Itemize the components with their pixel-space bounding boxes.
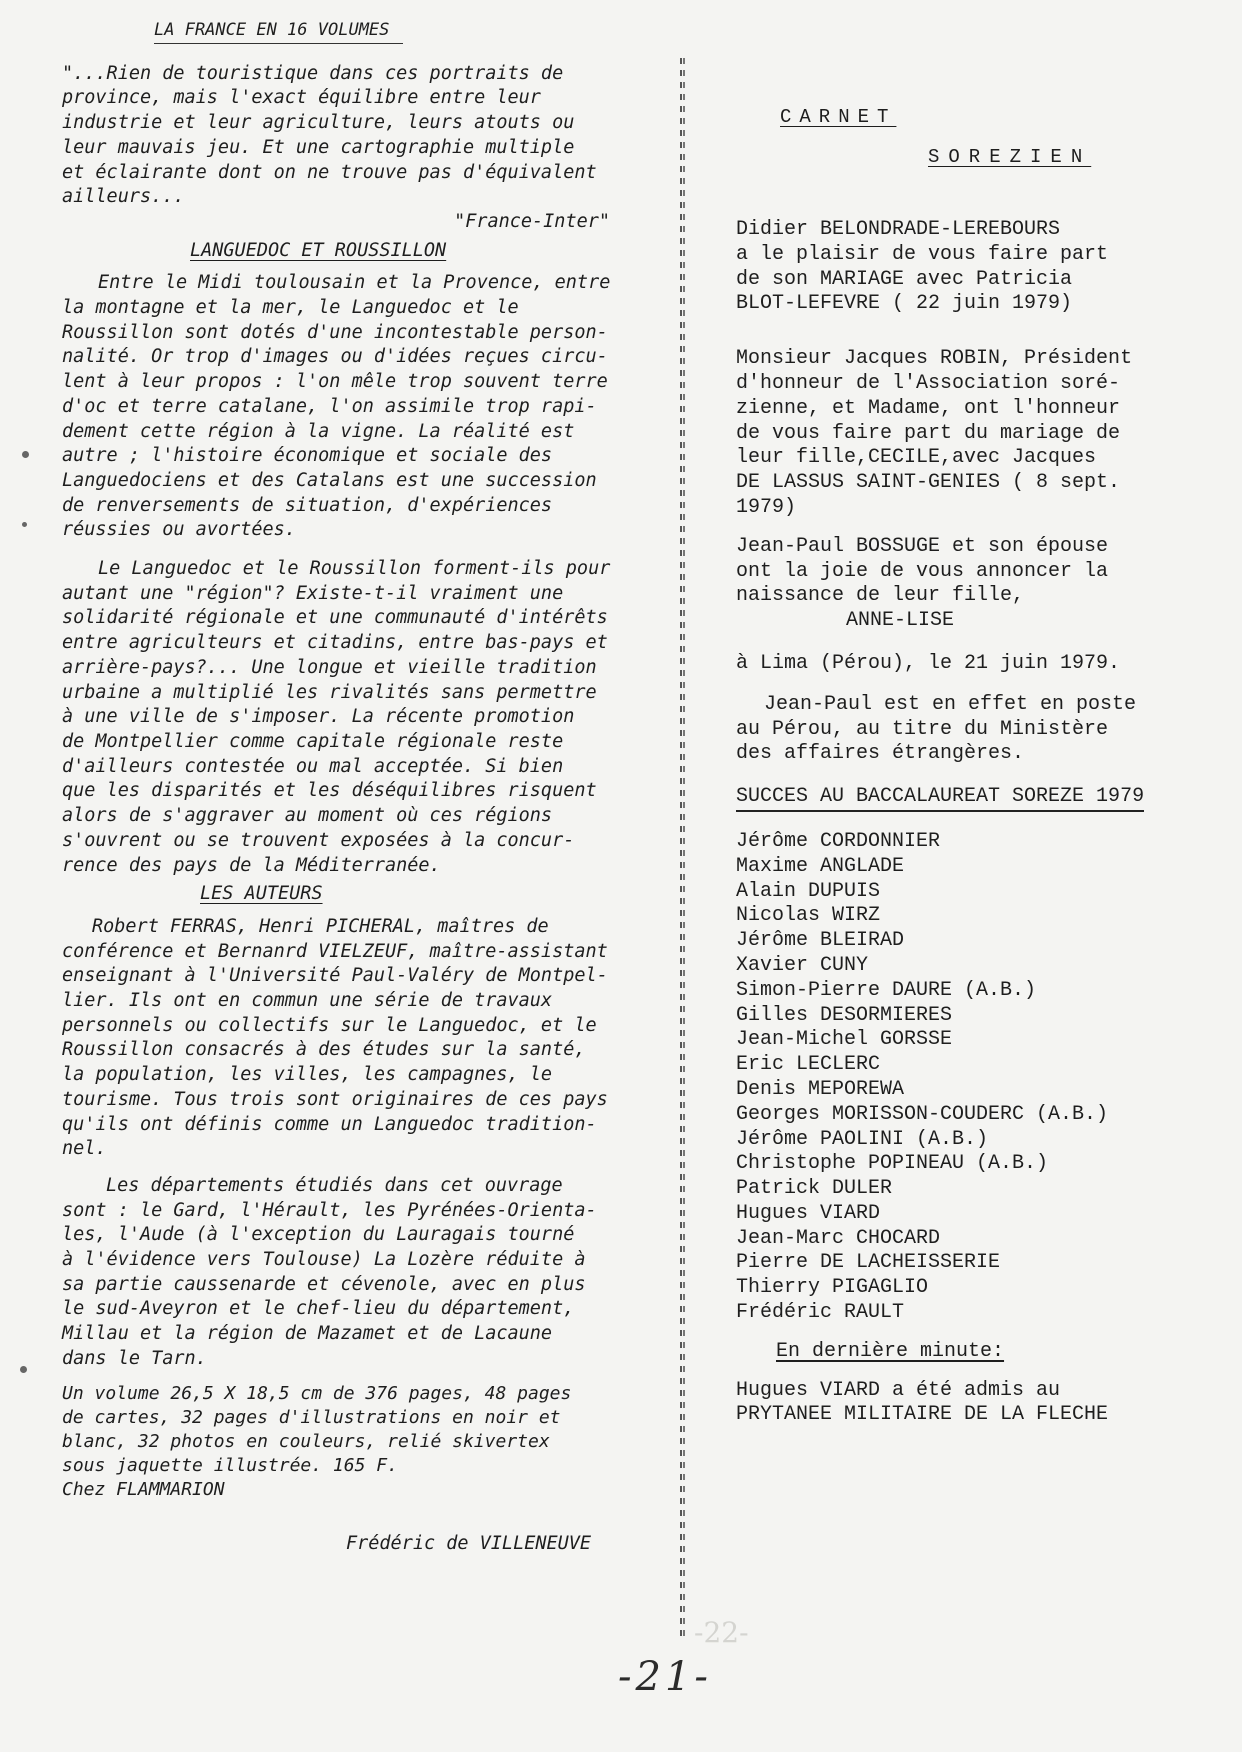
list-item: Frédéric RAULT xyxy=(736,1301,905,1325)
text-line: Languedociens et des Catalans est une succession xyxy=(62,469,597,491)
paragraph-departements xyxy=(62,1174,684,1372)
text-line: réussies ou avortées. xyxy=(62,519,296,541)
text-line: au Pérou, au titre du Ministère xyxy=(736,717,1109,741)
text-line: d'ailleurs contestée ou mal acceptée. Si bien xyxy=(62,755,564,777)
punch-hole-mark xyxy=(20,1366,27,1373)
text-line: sa partie caussenarde et cévenole, avec en plus xyxy=(62,1273,586,1295)
text-line: alors de s'aggraver au moment où ces régions xyxy=(62,805,553,827)
text-line: ailleurs... xyxy=(62,186,185,208)
text-line: d'oc et terre catalane, l'on assimile trop rapi- xyxy=(62,395,597,417)
text-line: Robert FERRAS, Henri PICHERAL, maîtres de xyxy=(92,915,549,937)
quote-source: "France-Inter" xyxy=(454,210,610,232)
text-line: qu'ils ont définis comme un Languedoc tradition- xyxy=(62,1113,597,1135)
announcement-birth-bossuge xyxy=(736,535,1206,677)
announcement-wedding-belondrade xyxy=(736,218,1206,317)
text-line: entre agriculteurs et citadins, entre bas-pays et xyxy=(62,632,608,654)
text-line: arrière-pays?... Une longue et vieille tradition xyxy=(62,656,597,678)
text-line: Un volume 26,5 X 18,5 cm de 376 pages, 48 pages xyxy=(62,1382,572,1404)
text-line: s'ouvrent ou se trouvent exposées à la concur- xyxy=(62,829,575,851)
text-line: enseignant à l'Université Paul-Valéry de Montpel- xyxy=(62,965,608,987)
list-item: Patrick DULER xyxy=(736,1177,893,1201)
list-item: Christophe POPINEAU (A.B.) xyxy=(736,1152,1049,1176)
paragraph-intro xyxy=(62,271,684,543)
birth-place-date: à Lima (Pérou), le 21 juin 1979. xyxy=(736,651,1121,675)
text-line: leur fille,CECILE,avec Jacques xyxy=(736,446,1097,470)
text-line: personnels ou collectifs sur le Languedoc, et le xyxy=(62,1014,597,1036)
text-line: urbaine a multiplié les rivalités sans permettre xyxy=(62,681,597,703)
text-line: le sud-Aveyron et le chef-lieu du département, xyxy=(62,1298,575,1320)
text-line: Chez FLAMMARION xyxy=(62,1478,225,1500)
text-line: leur mauvais jeu. Et une cartographie multiple xyxy=(62,136,575,158)
text-line: autre ; l'histoire économique et sociale des xyxy=(62,445,553,467)
text-line: et éclairante dont on ne trouve pas d'équivalent xyxy=(62,161,597,183)
text-line: Monsieur Jacques ROBIN, Président xyxy=(736,347,1133,371)
list-item: Maxime ANGLADE xyxy=(736,854,905,878)
text-line: Entre le Midi toulousain et la Provence, entre xyxy=(98,272,611,294)
carnet-title: CARNET xyxy=(780,106,897,128)
left-column xyxy=(62,18,684,1556)
text-line: Hugues VIARD a été admis au xyxy=(736,1378,1061,1402)
list-item: Xavier CUNY xyxy=(736,953,869,977)
last-minute-news xyxy=(736,1379,1206,1429)
page-number: -21- xyxy=(618,1654,712,1700)
list-item: Jérôme PAOLINI (A.B.) xyxy=(736,1127,989,1151)
text-line: BLOT-LEFEVRE ( 22 juin 1979) xyxy=(736,292,1073,316)
list-item: Simon-Pierre DAURE (A.B.) xyxy=(736,978,1037,1002)
list-item: Thierry PIGAGLIO xyxy=(736,1276,929,1300)
text-line: des affaires étrangères. xyxy=(736,742,1025,766)
list-item: Gilles DESORMIERES xyxy=(736,1003,953,1027)
text-line: lier. Ils ont en commun une série de travaux xyxy=(62,990,553,1012)
sorezien-title: SOREZIEN xyxy=(928,146,1092,168)
text-line: la montagne et la mer, le Languedoc et le xyxy=(62,297,519,319)
text-line: la population, les villes, les campagnes, le xyxy=(62,1064,553,1086)
right-column xyxy=(736,218,1206,1428)
text-line: a le plaisir de vous faire part xyxy=(736,242,1109,266)
press-quote xyxy=(62,62,684,210)
section-title-languedoc: LANGUEDOC ET ROUSSILLON xyxy=(190,239,447,261)
text-line: lent à leur propos : l'on mêle trop souvent terre xyxy=(62,371,608,393)
list-item: Jérôme BLEIRAD xyxy=(736,929,905,953)
author-signature: Frédéric de VILLENEUVE xyxy=(346,1532,592,1554)
text-line: Les départements étudiés dans cet ouvrage xyxy=(106,1174,563,1196)
text-line: sous jaquette illustrée. 165 F. xyxy=(62,1454,398,1476)
text-line: Le Languedoc et le Roussillon forment-ils pour xyxy=(98,558,611,580)
text-line: ont la joie de vous annoncer la xyxy=(736,559,1109,583)
last-minute-title: En dernière minute: xyxy=(776,1339,1005,1363)
list-item: Jérôme CORDONNIER xyxy=(736,829,941,853)
text-line: naissance de leur fille, xyxy=(736,584,1025,608)
list-item: Jean-Marc CHOCARD xyxy=(736,1226,941,1250)
announcement-posting xyxy=(736,693,1206,767)
birth-name: ANNE-LISE xyxy=(846,609,955,633)
list-item: Hugues VIARD xyxy=(736,1201,881,1225)
punch-hole-mark xyxy=(22,451,29,458)
text-line: les, l'Aude (à l'exception du Lauragais tourné xyxy=(62,1224,575,1246)
text-line: autant une "région"? Existe-t-il vraiment une xyxy=(62,582,564,604)
announcement-wedding-robin xyxy=(736,347,1206,521)
text-line: nalité. Or trop d'images ou d'idées reçues circu- xyxy=(62,346,608,368)
list-item: Georges MORISSON-COUDERC (A.B.) xyxy=(736,1102,1109,1126)
text-line: Roussillon consacrés à des études sur la santé, xyxy=(62,1039,586,1061)
text-line: de cartes, 32 pages d'illustrations en noir et xyxy=(62,1406,561,1428)
list-item: Alain DUPUIS xyxy=(736,879,881,903)
text-line: Millau et la région de Mazamet et de Lacaune xyxy=(62,1323,553,1345)
book-specifications xyxy=(62,1382,684,1502)
faint-page-number: -22- xyxy=(694,1616,749,1649)
text-line: rence des pays de la Méditerranée. xyxy=(62,854,441,876)
text-line: "...Rien de touristique dans ces portraits de xyxy=(62,62,564,84)
text-line: blanc, 32 photos en couleurs, relié skivertex xyxy=(62,1430,550,1452)
text-line: Jean-Paul est en effet en poste xyxy=(764,692,1137,716)
text-line: de Montpellier comme capitale régionale reste xyxy=(62,730,564,752)
list-item: Eric LECLERC xyxy=(736,1053,881,1077)
running-head: LA FRANCE EN 16 VOLUMES xyxy=(154,18,403,44)
text-line: d'honneur de l'Association soré- xyxy=(736,371,1121,395)
list-item: Pierre DE LACHEISSERIE xyxy=(736,1251,1001,1275)
text-line: de son MARIAGE avec Patricia xyxy=(736,267,1073,291)
text-line: dement cette région à la vigne. La réalité est xyxy=(62,420,575,442)
text-line: tourisme. Tous trois sont originaires de ces pays xyxy=(62,1088,608,1110)
text-line: industrie et leur agriculture, leurs atouts ou xyxy=(62,112,575,134)
text-line: conférence et Bernanrd VIELZEUF, maître-assistant xyxy=(62,940,608,962)
list-item: Nicolas WIRZ xyxy=(736,904,881,928)
punch-hole-mark xyxy=(22,522,27,527)
section-title-auteurs: LES AUTEURS xyxy=(200,883,323,905)
text-line: à l'évidence vers Toulouse) La Lozère réduite à xyxy=(62,1249,586,1271)
text-line: Didier BELONDRADE-LEREBOURS xyxy=(736,218,1061,241)
paragraph-region xyxy=(62,557,684,878)
text-line: que les disparités et les déséquilibres risquent xyxy=(62,780,597,802)
text-line: Jean-Paul BOSSUGE et son épouse xyxy=(736,534,1109,558)
text-line: province, mais l'exact équilibre entre leur xyxy=(62,87,541,109)
text-line: sont : le Gard, l'Hérault, les Pyrénées-Orienta- xyxy=(62,1199,597,1221)
list-item: Denis MEPOREWA xyxy=(736,1077,905,1101)
text-line: Roussillon sont dotés d'une incontestable person- xyxy=(62,321,608,343)
text-line: nel. xyxy=(62,1138,107,1160)
text-line: de vous faire part du mariage de xyxy=(736,421,1121,445)
paragraph-authors xyxy=(62,915,684,1162)
text-line: zienne, et Madame, ont l'honneur xyxy=(736,396,1121,420)
text-line: à une ville de s'imposer. La récente promotion xyxy=(62,706,575,728)
text-line: de renversements de situation, d'expériences xyxy=(62,494,553,516)
laureates-list xyxy=(736,830,1206,1326)
text-line: dans le Tarn. xyxy=(62,1347,207,1369)
baccalaureat-title: SUCCES AU BACCALAUREAT SOREZE 1979 xyxy=(736,785,1144,812)
text-line: PRYTANEE MILITAIRE DE LA FLECHE xyxy=(736,1403,1109,1427)
text-line: 1979) xyxy=(736,495,797,519)
text-line: DE LASSUS SAINT-GENIES ( 8 sept. xyxy=(736,471,1121,495)
list-item: Jean-Michel GORSSE xyxy=(736,1028,953,1052)
text-line: solidarité régionale et une communauté d'intérêts xyxy=(62,607,608,629)
